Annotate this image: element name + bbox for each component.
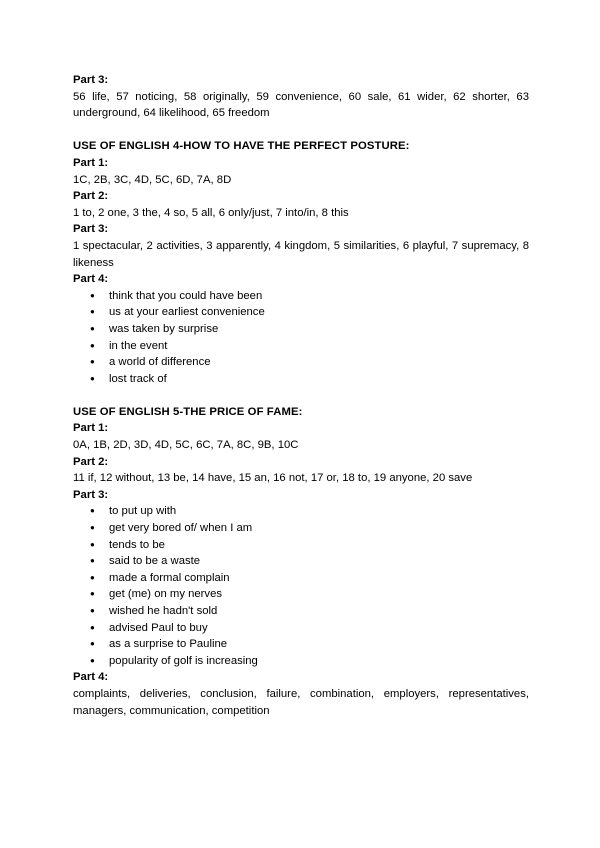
part3-label: Part 3: xyxy=(73,74,109,86)
uoe4-part3-answers: 1 spectacular, 2 activities, 3 apparently, 4 kingdom, 5 similarities, 6 playful, 7 supremacy, 8 likeness xyxy=(73,239,529,269)
list-item: ● tends to be xyxy=(73,537,529,554)
list-item: ● to put up with xyxy=(73,503,529,520)
uoe4-part1-answers: 1C, 2B, 3C, 4D, 5C, 6D, 7A, 8D xyxy=(73,173,232,186)
list-item: ● was taken by surprise xyxy=(73,321,529,338)
list-item: ● think that you could have been xyxy=(73,288,529,305)
list-item: ● popularity of golf is increasing xyxy=(73,653,529,670)
uoe5-part4-answers: complaints, deliveries, conclusion, failure, combination, employers, representatives, managers, communication, competition xyxy=(73,687,529,717)
uoe4-part1-label: Part 1: xyxy=(73,156,109,169)
list-item: ● wished he hadn't sold xyxy=(73,603,529,620)
list-item: ● as a surprise to Pauline xyxy=(73,636,529,653)
spacer xyxy=(73,122,529,139)
uoe4-heading: USE OF ENGLISH 4-HOW TO HAVE THE PERFECT POSTURE: xyxy=(73,140,410,153)
list-item: ● get very bored of/ when I am xyxy=(73,520,529,537)
list-item: ● us at your earliest convenience xyxy=(73,304,529,321)
uoe5-part3-label: Part 3: xyxy=(73,488,109,501)
uoe5-part2-answers: 11 if, 12 without, 13 be, 14 have, 15 an, 16 not, 17 or, 18 to, 19 anyone, 20 save xyxy=(73,472,473,485)
document-page xyxy=(73,72,529,719)
list-item: ● advised Paul to buy xyxy=(73,620,529,637)
uoe4-part4-list xyxy=(73,288,529,388)
uoe4-part4-label: Part 4: xyxy=(73,273,109,286)
uoe5-part1-answers: 0A, 1B, 2D, 3D, 4D, 5C, 6C, 7A, 8C, 9B, 10C xyxy=(73,439,299,452)
list-item: ● said to be a waste xyxy=(73,553,529,570)
uoe4-part2-label: Part 2: xyxy=(73,190,109,203)
uoe4-part3-label: Part 3: xyxy=(73,223,109,236)
list-item: ● get (me) on my nerves xyxy=(73,586,529,603)
list-item: ● lost track of xyxy=(73,371,529,388)
part3-answers: 56 life, 57 noticing, 58 originally, 59 convenience, 60 sale, 61 wider, 62 shorter, 63 underground, 64 likelihood, 65 freedom xyxy=(73,90,529,120)
uoe4-part2-answers: 1 to, 2 one, 3 the, 4 so, 5 all, 6 only/just, 7 into/in, 8 this xyxy=(73,206,349,219)
spacer xyxy=(73,387,529,404)
uoe5-part3-list xyxy=(73,503,529,669)
list-item: ● a world of difference xyxy=(73,354,529,371)
uoe5-part1-label: Part 1: xyxy=(73,422,109,435)
uoe5-part2-label: Part 2: xyxy=(73,455,109,468)
uoe5-heading: USE OF ENGLISH 5-THE PRICE OF FAME: xyxy=(73,405,303,418)
list-item: ● made a formal complain xyxy=(73,570,529,587)
uoe5-part4-label: Part 4: xyxy=(73,671,109,684)
list-item: ● in the event xyxy=(73,338,529,355)
